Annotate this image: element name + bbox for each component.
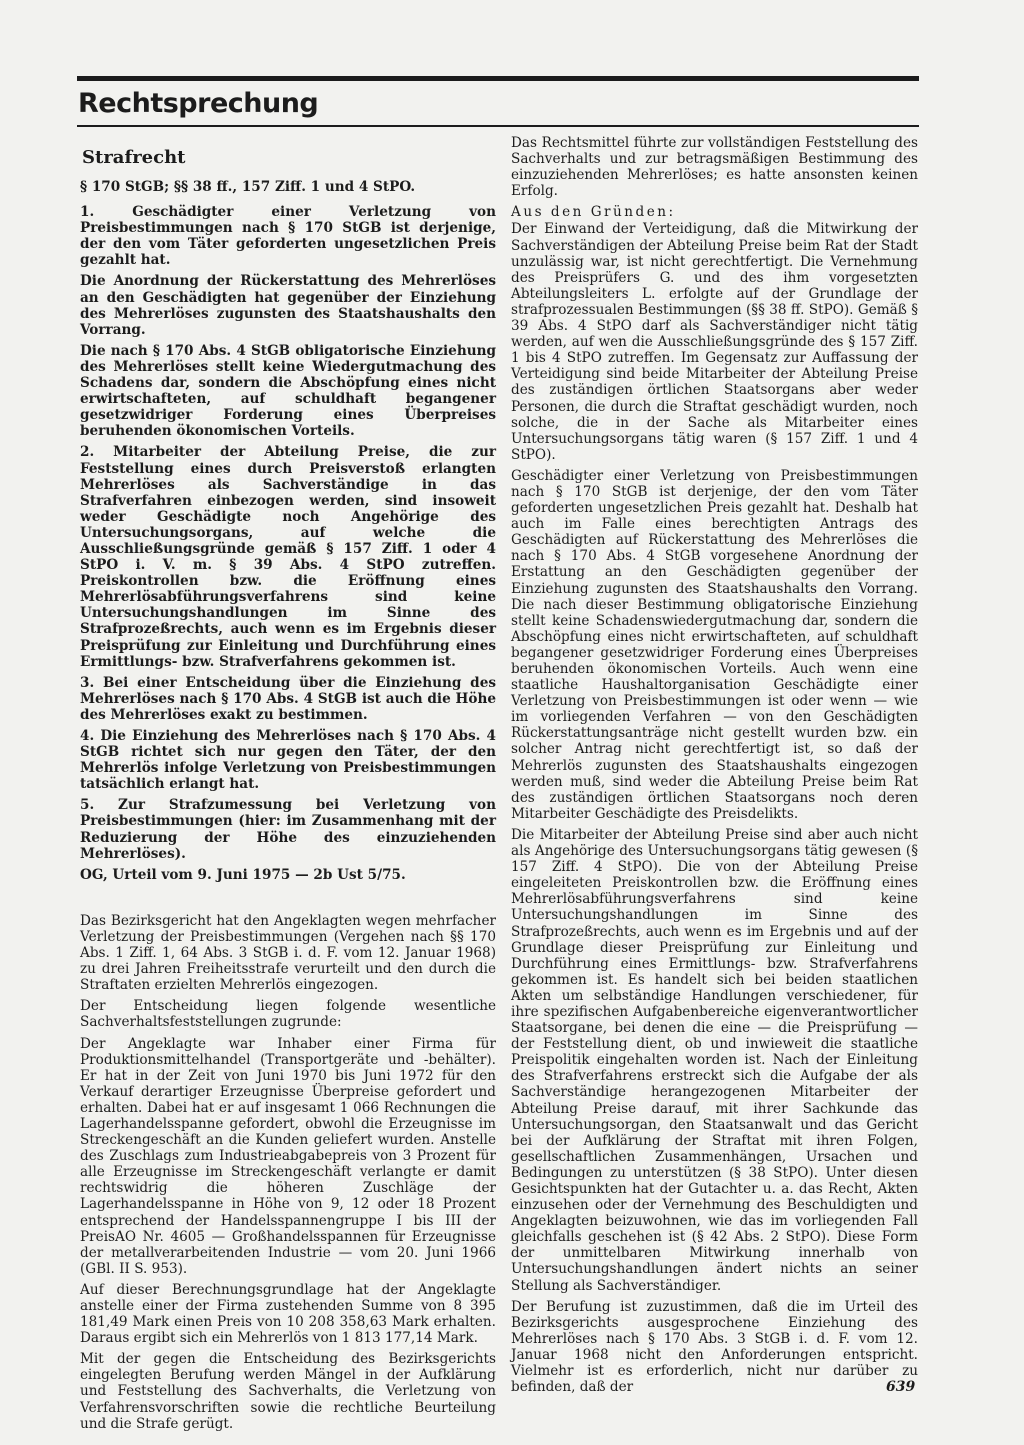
- body-paragraph: Der Angeklagte war Inhaber einer Firma für Produktionsmittelhandel (Transportgeräte und -behälter). Er hat in der Zeit von Juni 1970 bis Juni 1972 für den Verkauf derartiger Erzeugnisse Überpreise gefordert und erhalten. Dabei hat er auf insgesamt 1 066 Rechnungen die Lagerhandelsspanne gefordert, obwohl die Erzeugnisse im Streckengeschäft an die Kunden geliefert wurden. Anstelle des Zuschlags zum Industrieabgabepreis von 3 Prozent für alle Erzeugnisse im Streckengeschäft verlangte er damit rechtswidrig die höheren Zuschläge der Lagerhandelsspanne in Höhe von 9, 12 oder 18 Prozent entsprechend der Handelsspannengruppe I bis III der PreisAO Nr. 4605 — Großhandelsspannen für Erzeugnisse der metallverarbeitenden Industrie — vom 20. Juni 1966 (GBl. II S. 953).: [80, 1035, 496, 1277]
- body-paragraph: Geschädigter einer Verletzung von Preisbestimmungen nach § 170 StGB ist derjenige, der den vom Täter geforderten ungesetzlichen Preis gezahlt hat. Deshalb hat auch im Falle eines berechtigten Antrags des Geschädigten auf Rückerstattung des Mehrerlöses die nach § 170 Abs. 4 StGB vorgesehene Anordnung der Erstattung an den Geschädigten gegenüber der Einziehung zugunsten des Staatshaushalts den Vorrang. Die nach dieser Bestimmung obligatorische Einziehung stellt keine Schadenswiedergutmachung dar, sondern die Abschöpfung eines nicht erwirtschafteten, auf schuldhaft begangener gesetzwidriger Forderung eines Überpreises beruhenden ökonomischen Vorteils. Auch wenn eine staatliche Haushaltorganisation Geschädigte einer Verletzung von Preisbestimmungen ist oder wenn — wie im vorliegenden Verfahren — von den Geschädigten Rückerstattungsanträge nicht gestellt wurden bzw. ein solcher Antrag nicht gerechtfertigt ist, so daß der Mehrerlös zugunsten des Staatshaushalts eingezogen werden muß, sind weder die Abteilung Preise beim Rat des zuständigen örtlichen Staatsorgans noch deren Mitarbeiter Geschädigte des Preisdelikts.: [511, 467, 918, 822]
- page-number: 639: [886, 1379, 916, 1395]
- headnote: 3. Bei einer Entscheidung über die Einziehung des Mehrerlöses nach § 170 Abs. 4 StGB ist auch die Höhe des Mehrerlöses exakt zu bestimmen.: [80, 674, 496, 723]
- body-paragraph: Der Entscheidung liegen folgende wesentliche Sachverhaltsfeststellungen zugrunde:: [80, 998, 496, 1031]
- headnote: 1. Geschädigter einer Verletzung von Preisbestimmungen nach § 170 StGB ist derjenige, der den vom Täter geforderten ungesetzlichen Preis gezahlt hat.: [80, 204, 496, 269]
- page-title: Rechtsprechung: [78, 88, 319, 119]
- headnote: 4. Die Einziehung des Mehrerlöses nach § 170 Abs. 4 StGB richtet sich nur gegen den Täter, der den Mehrerlös infolge Verletzung von Preisbestimmungen tatsächlich erlangt hat.: [80, 728, 496, 793]
- grounds-heading: Aus den Gründen:: [511, 204, 676, 221]
- headnote: 5. Zur Strafzumessung bei Verletzung von Preisbestimmungen (hier: im Zusammenhang mit der Reduzierung der Höhe des einzuziehenden Mehrerlöses).: [80, 797, 496, 862]
- section-title: Strafrecht: [82, 147, 186, 168]
- right-column: [511, 135, 918, 1400]
- headnote: 2. Mitarbeiter der Abteilung Preise, die zur Feststellung eines durch Preisverstoß erlangten Mehrerlöses als Sachverständige in das Strafverfahren einbezogen werden, sind insoweit weder Geschädigte noch Angehörige des Untersuchungsorgans, auf welche die Ausschließungsgründe gemäß § 157 Ziff. 1 oder 4 StPO i. V. m. § 39 Abs. 4 StPO zutreffen. Preiskontrollen bzw. die Eröffnung eines Mehrerlösabführungsverfahrens sind keine Untersuchungshandlungen im Sinne des Strafprozeßrechts, auch wenn es im Ergebnis dieser Preisprüfung zur Einleitung und Durchführung eines Ermittlungs- bzw. Strafverfahrens gekommen ist.: [80, 444, 496, 670]
- body-paragraph: Die Mitarbeiter der Abteilung Preise sind aber auch nicht als Angehörige des Untersuchungsorgans tätig gewesen (§ 157 Ziff. 4 StPO). Die von der Abteilung Preise eingeleiteten Preiskontrollen bzw. die Eröffnung eines Mehrerlösabführungsverfahrens sind keine Untersuchungshandlungen im Sinne des Strafprozeßrechts, auch wenn es im Ergebnis und auf der Grundlage dieser Preisprüfung zur Einleitung und Durchführung eines Ermittlungs- bzw. Strafverfahrens gekommen ist. Es handelt sich bei beiden staatlichen Akten um selbständige Handlungen verschiedener, für ihre spezifischen Aufgabenbereiche eigenverantwortlicher Staatsorgane, bei denen die eine — die Preisprüfung — der Feststellung dient, ob und inwieweit die staatliche Preispolitik eingehalten worden ist. Nach der Einleitung des Strafverfahrens erstreckt sich die Aufgabe der als Sachverständige herangezogenen Mitarbeiter der Abteilung Preise darauf, mit ihrer Sachkunde das Untersuchungsorgan, den Staatsanwalt und das Gericht bei der Aufklärung der Straftat mit ihren Folgen, gesellschaftlichen Zusammenhängen, Ursachen und Bedingungen zu unterstützen (§ 38 StPO). Unter diesen Gesichtspunkten hat der Gutachter u. a. das Recht, Akten einzusehen oder der Vernehmung des Beschuldigten und Angeklagten beizuwohnen, wie das im vorliegenden Fall gleichfalls geschehen ist (§ 42 Abs. 2 StPO). Diese Form der unmittelbaren Mitwirkung innerhalb von Untersuchungshandlungen ändert nichts an seiner Stellung als Sachverständiger.: [511, 826, 918, 1294]
- header-rule-top: [77, 76, 919, 81]
- headnote: Die nach § 170 Abs. 4 StGB obligatorische Einziehung des Mehrerlöses stellt keine Wiedergutmachung des Schadens dar, sondern die Abschöpfung eines nicht erwirtschafteten, auf schuldhaft begangener gesetzwidriger Forderung eines Überpreises beruhenden ökonomischen Vorteils.: [80, 342, 496, 440]
- body-paragraph: Das Bezirksgericht hat den Angeklagten wegen mehrfacher Verletzung der Preisbestimmungen (Vergehen nach §§ 170 Abs. 1 Ziff. 1, 64 Abs. 3 StGB i. d. F. vom 12. Januar 1968) zu drei Jahren Freiheitsstrafe verurteilt und den durch die Straftaten erzielten Mehrerlös eingezogen.: [80, 912, 496, 994]
- headnote: Die Anordnung der Rückerstattung des Mehrerlöses an den Geschädigten hat gegenüber der Einziehung des Mehrerlöses zugunsten des Staatshaushalts den Vorrang.: [80, 273, 496, 338]
- body-paragraph: Der Einwand der Verteidigung, daß die Mitwirkung der Sachverständigen der Abteilung Preise beim Rat der Stadt unzulässig war, ist nicht gerechtfertigt. Die Vernehmung des Preisprüfers G. und des ihm vorgesetzten Abteilungsleiters L. erfolgte auf der Grundlage der strafprozessualen Bestimmungen (§§ 38 ff. StPO). Gemäß § 39 Abs. 4 StPO darf als Sachverständiger nicht tätig werden, auf wen die Ausschließungsgründe des § 157 Ziff. 1 bis 4 StPO zutreffen. Im Gegensatz zur Auffassung der Verteidigung sind beide Mitarbeiter der Abteilung Preise des zuständigen örtlichen Staatsorgans aber weder Personen, die durch die Straftat geschädigt wurden, noch solche, die in der Sache als Mitarbeiter eines Untersuchungsorgans tätig waren (§ 157 Ziff. 1 und 4 StPO).: [511, 221, 918, 463]
- left-column: [80, 135, 496, 1437]
- legal-references: § 170 StGB; §§ 38 ff., 157 Ziff. 1 und 4 StPO.: [80, 179, 416, 195]
- body-paragraph: Mit der gegen die Entscheidung des Bezirksgerichts eingelegten Berufung werden Mängel in der Aufklärung und Feststellung des Sachverhalts, die Verletzung von Verfahrensvorschriften sowie die rechtliche Beurteilung und die Strafe gerügt.: [80, 1351, 496, 1432]
- header-rule-bottom: [77, 125, 919, 127]
- decision-citation: OG, Urteil vom 9. Juni 1975 — 2b Ust 5/75.: [80, 866, 406, 883]
- body-paragraph: Auf dieser Berechnungsgrundlage hat der Angeklagte anstelle einer der Firma zustehenden Summe von 8 395 181,49 Mark einen Preis von 10 208 358,63 Mark erhalten. Daraus ergibt sich ein Mehrerlös von 1 813 177,14 Mark.: [80, 1281, 496, 1347]
- body-paragraph: Der Berufung ist zuzustimmen, daß die im Urteil des Bezirksgerichts ausgesprochene Einziehung des Mehrerlöses nach § 170 Abs. 3 StGB i. d. F. vom 12. Januar 1968 nicht den Anforderungen entspricht. Vielmehr ist es erforderlich, nicht nur darüber zu befinden, daß der: [511, 1298, 918, 1396]
- intro-paragraph: Das Rechtsmittel führte zur vollständigen Feststellung des Sachverhalts und zur betragsmäßigen Bestimmung des einzuziehenden Mehrerlöses; es hatte ansonsten keinen Erfolg.: [511, 135, 918, 200]
